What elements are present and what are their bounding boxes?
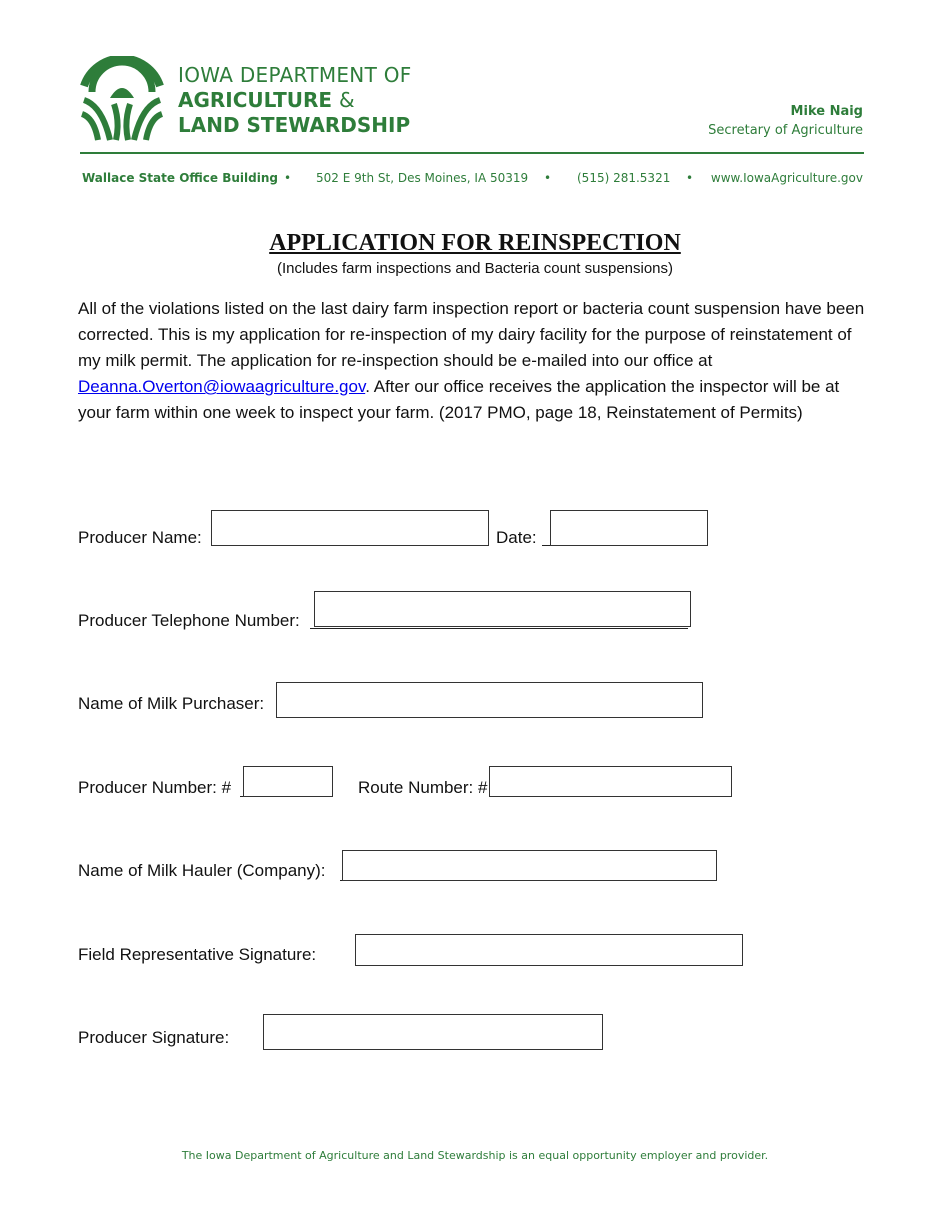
separator: • [544,171,552,185]
phone: (515) 281.5321 [577,171,671,185]
instructions-paragraph: All of the violations listed on the last dairy farm inspection report or bacteria count suspension have been corrected. This is my application for re-inspection of my dairy facility for the purpose of reinstatement of my milk permit. The application for re-inspection should be e-mailed into our office at Deanna.Overton@iowaagriculture.gov. After our office receives the application the inspector will be at your farm within one week to inspect your farm. (2017 PMO, page 18, Reinstatement of Permits) [78,299,865,422]
equal-opportunity-footer: The Iowa Department of Agriculture and Land Stewardship is an equal opportunity employer and provider. [181,1149,769,1162]
department-logo-icon [80,56,164,142]
field-rep-signature-input[interactable] [355,934,743,966]
producer-number-label: Producer Number: # [78,778,232,797]
date-input[interactable] [550,510,708,546]
producer-name-label: Producer Name: [78,528,202,547]
building-name: Wallace State Office Building [82,171,278,185]
website-link[interactable]: www.IowaAgriculture.gov [710,171,863,185]
org-name-line1: IOWA DEPARTMENT OF [178,63,412,87]
milk-hauler-input[interactable] [342,850,717,881]
separator: • [686,171,694,185]
org-name-line3: LAND STEWARDSHIP [178,113,411,137]
date-label: Date: [496,528,537,547]
header-divider [80,152,864,154]
document-title: APPLICATION FOR REINSPECTION [269,230,681,256]
producer-signature-label: Producer Signature: [78,1028,230,1047]
milk-hauler-label: Name of Milk Hauler (Company): [78,861,326,880]
separator: • [284,171,292,185]
field-rep-signature-label: Field Representative Signature: [78,945,317,964]
telephone-input[interactable] [314,591,691,627]
producer-number-input[interactable] [243,766,333,797]
document-subtitle: (Includes farm inspections and Bacteria count suspensions) [276,260,674,277]
producer-signature-input[interactable] [263,1014,603,1050]
org-name-line2: AGRICULTURE & [178,88,355,112]
email-link[interactable]: Deanna.Overton@iowaagriculture.gov [78,377,366,396]
address: 502 E 9th St, Des Moines, IA 50319 [316,171,529,185]
milk-purchaser-label: Name of Milk Purchaser: [78,694,265,713]
milk-purchaser-input[interactable] [276,682,703,718]
route-number-label: Route Number: # [358,778,488,797]
secretary-title: Secretary of Agriculture [708,123,863,138]
telephone-underline [310,628,688,629]
producer-name-input[interactable] [211,510,489,546]
telephone-label: Producer Telephone Number: [78,611,300,630]
secretary-name: Mike Naig [790,104,863,119]
route-number-input[interactable] [489,766,732,797]
